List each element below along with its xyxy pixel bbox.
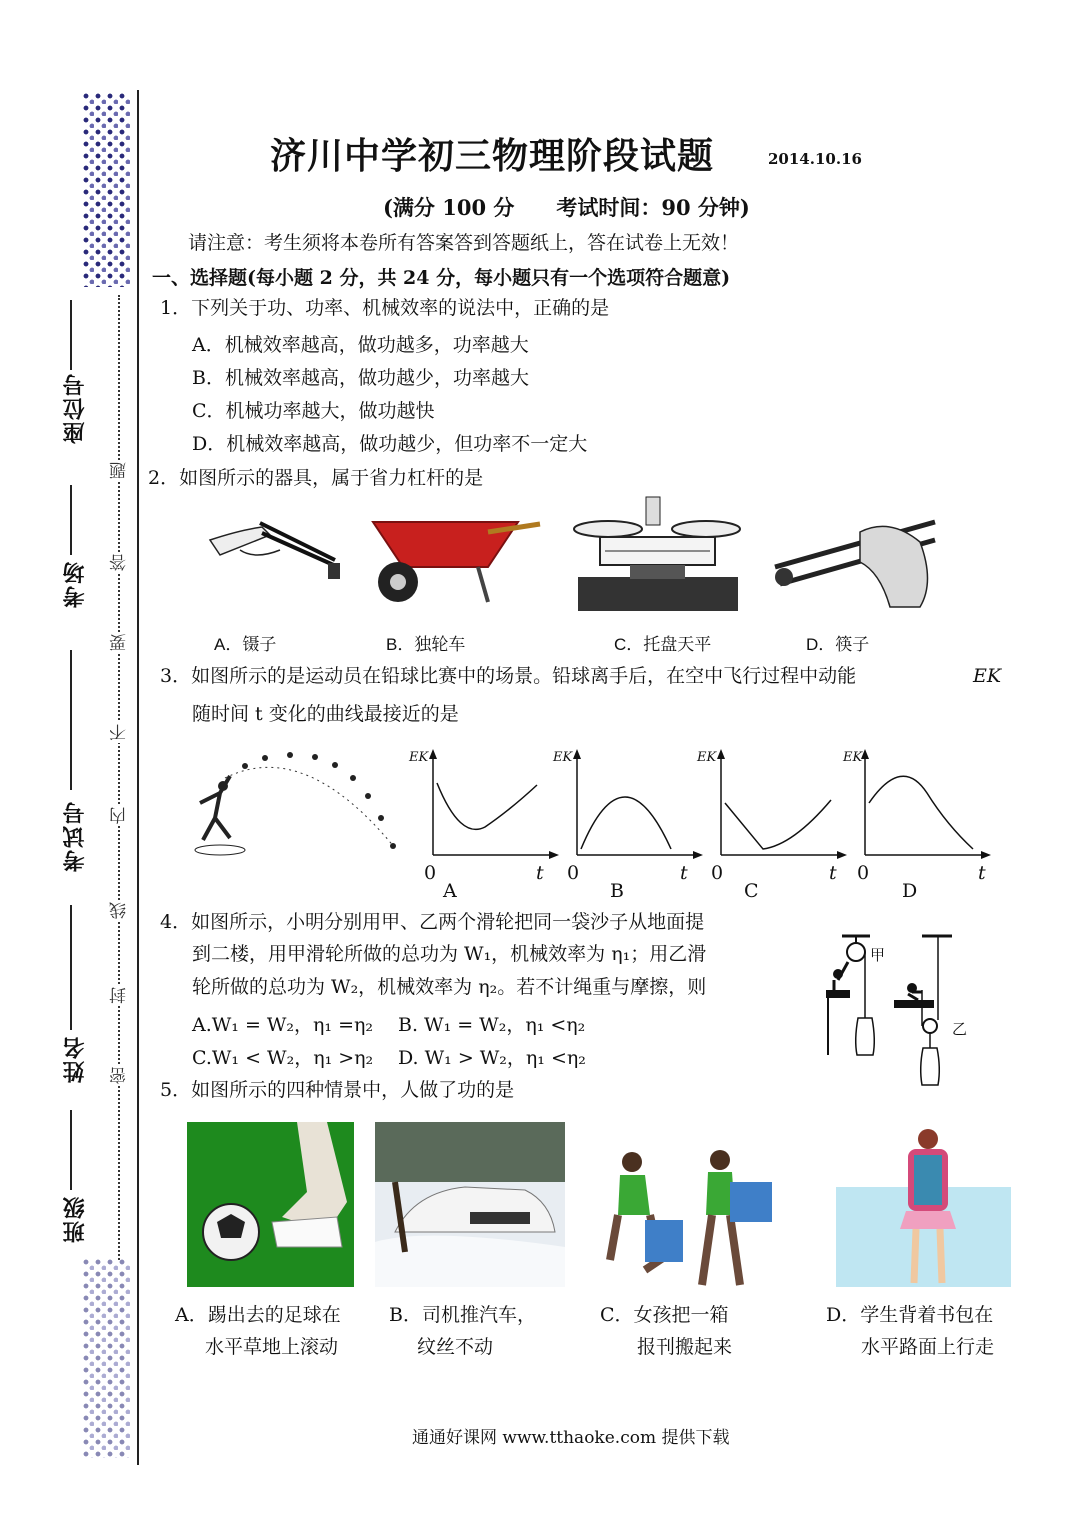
q1-option-a: A．机械效率越高，做功越多，功率越大 — [192, 334, 529, 356]
section-heading: 一、选择题(每小题 2 分，共 24 分，每小题只有一个选项符合题意) — [152, 267, 731, 289]
pulley-figure — [820, 930, 980, 1095]
q1-option-d: D．机械效率越高，做功越少，但功率不一定大 — [192, 433, 588, 455]
class-label: 班级 — [63, 1195, 88, 1243]
q5-caption-a-line2: 水平草地上滚动 — [205, 1336, 339, 1358]
soccer-photo — [187, 1122, 354, 1287]
q4-option-b: B. W₁ = W₂，η₁ <η₂ — [398, 1014, 586, 1036]
graph-d-origin: 0 — [857, 862, 870, 884]
seal-char: 内 — [107, 805, 132, 826]
q3-stem-line2: 随时间 t 变化的曲线最接近的是 — [192, 703, 459, 725]
q5-caption-c-line2: 报刊搬起来 — [637, 1336, 733, 1358]
girl-lifting-photo — [590, 1150, 780, 1290]
graph-a-origin: 0 — [424, 862, 437, 884]
pulley-label-jia: 甲 — [870, 946, 886, 964]
margin-border-line — [137, 90, 139, 1465]
wheelbarrow-figure — [368, 512, 543, 607]
margin-strip — [0, 0, 140, 1536]
graph-d-t-label: t — [978, 862, 986, 884]
q5-caption-c-line1: C．女孩把一箱 — [600, 1304, 729, 1326]
q3-stem-line1: 3．如图所示的是运动员在铅球比赛中的场景。铅球离手后，在空中飞行过程中动能 — [160, 665, 857, 687]
q4-stem-line3: 轮所做的总功为 W₂，机械效率为 η₂。若不计绳重与摩擦，则 — [192, 976, 707, 998]
seal-char: 线 — [107, 900, 132, 921]
q2-caption-a: A．镊子 — [214, 635, 277, 654]
graph-a — [429, 749, 559, 859]
q5-caption-a-line1: A．踢出去的足球在 — [175, 1304, 341, 1326]
graph-c-label: C — [744, 880, 759, 902]
graph-b-t-label: t — [680, 862, 688, 884]
q5-caption-d-line1: D．学生背着书包在 — [826, 1304, 994, 1326]
q2-caption-b: B．独轮车 — [386, 635, 466, 654]
decorative-pattern-bottom — [82, 1258, 130, 1458]
q5-stem: 5．如图所示的四种情景中，人做了功的是 — [160, 1079, 515, 1101]
graph-c-y-label: EK — [697, 750, 717, 765]
chopsticks-figure — [770, 512, 940, 612]
pulley-label-yi: 乙 — [952, 1020, 968, 1038]
seal-char: 不 — [107, 722, 132, 743]
q2-stem: 2．如图所示的器具，属于省力杠杆的是 — [148, 467, 484, 489]
graph-c-t-label: t — [829, 862, 837, 884]
seal-char: 答 — [107, 552, 132, 573]
shot-put-figure — [185, 748, 405, 863]
decorative-pattern-top — [82, 92, 130, 287]
page-title: 济川中学初三物理阶段试题 — [270, 135, 715, 177]
seal-char: 封 — [107, 985, 132, 1006]
q4-stem-line1: 4．如图所示，小明分别用甲、乙两个滑轮把同一袋沙子从地面提 — [160, 911, 705, 933]
graph-c — [717, 749, 847, 859]
seat-label: 座位号 — [63, 372, 88, 444]
q4-option-a: A.W₁ = W₂，η₁ =η₂ — [192, 1014, 374, 1036]
graph-c-origin: 0 — [711, 862, 724, 884]
room-label: 考场 — [63, 560, 88, 608]
car-push-photo — [375, 1122, 565, 1287]
q1-option-b: B．机械效率越高，做功越少，功率越大 — [192, 367, 529, 389]
graph-a-label: A — [443, 880, 457, 902]
q4-option-d: D. W₁ > W₂，η₁ <η₂ — [398, 1047, 586, 1069]
graph-d-y-label: EK — [843, 750, 863, 765]
graph-b-label: B — [610, 880, 624, 902]
class-blank — [70, 1110, 72, 1190]
q5-caption-b-line2: 纹丝不动 — [417, 1336, 494, 1358]
exam-subtitle: (满分 100 分 考试时间：90 分钟) — [383, 195, 750, 220]
q5-caption-d-line2: 水平路面上行走 — [861, 1336, 995, 1358]
graph-b — [573, 749, 703, 859]
tweezers-figure — [200, 505, 350, 605]
graph-d — [861, 749, 991, 859]
q5-caption-b-line1: B．司机推汽车， — [389, 1304, 536, 1326]
seat-blank — [70, 300, 72, 370]
student-walking-photo — [836, 1125, 1011, 1287]
seal-char: 密 — [107, 1065, 132, 1086]
balance-scale-figure — [570, 495, 745, 613]
q1-option-c: C．机械功率越大，做功越快 — [192, 400, 435, 422]
seal-dotted-line — [118, 295, 120, 1260]
graph-a-y-label: EK — [409, 750, 429, 765]
name-blank — [70, 905, 72, 1030]
seal-char: 要 — [107, 632, 132, 653]
exam-date: 2014.10.16 — [768, 150, 862, 168]
q2-caption-c: C．托盘天平 — [614, 635, 712, 654]
q3-ek-symbol: EK — [973, 665, 1002, 687]
graph-b-y-label: EK — [553, 750, 573, 765]
q2-caption-d: D．筷子 — [806, 635, 870, 654]
name-label: 姓名 — [63, 1035, 88, 1083]
q1-stem: 1．下列关于功、功率、机械效率的说法中，正确的是 — [160, 297, 610, 319]
footer-credit: 通通好课网 www.tthaoke.com 提供下载 — [412, 1428, 730, 1448]
q4-option-c: C.W₁ < W₂，η₁ >η₂ — [192, 1047, 374, 1069]
exam-notice: 请注意：考生须将本卷所有答案答到答题纸上，答在试卷上无效！ — [188, 232, 740, 254]
graph-d-label: D — [902, 880, 918, 902]
exam-no-blank — [70, 650, 72, 790]
graph-a-t-label: t — [536, 862, 544, 884]
room-blank — [70, 485, 72, 555]
q4-stem-line2: 到二楼，用甲滑轮所做的总功为 W₁，机械效率为 η₁；用乙滑 — [192, 943, 707, 965]
exam-no-label: 考试号 — [63, 800, 88, 872]
seal-char: 题 — [107, 460, 132, 481]
graph-b-origin: 0 — [567, 862, 580, 884]
